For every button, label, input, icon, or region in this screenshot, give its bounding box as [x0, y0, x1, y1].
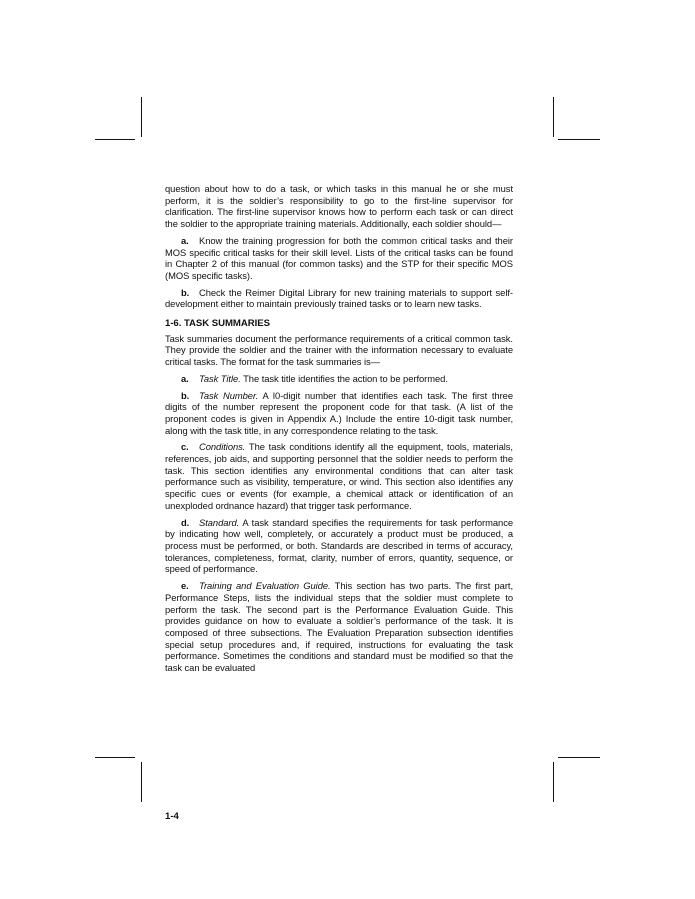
summary-item-term: Task Title.: [199, 372, 241, 384]
crop-mark-bottom-right-horizontal: [558, 757, 600, 758]
summary-item-label: a.: [181, 372, 189, 384]
summary-item-label: e.: [181, 580, 189, 592]
list-item-text: Check the Reimer Digital Library for new training materials to support self-development either to maintain previously trained tasks or to learn new tasks.: [165, 286, 513, 310]
summary-item-a: [165, 373, 513, 385]
section-intro: Task summaries document the performance requirements of a critical common task. They provide the soldier and the trainer with the information necessary to evaluate critical tasks. The format for the task summaries is—: [165, 332, 513, 368]
crop-mark-top-left-horizontal: [95, 139, 135, 140]
summary-item-text: The task conditions identify all the equipment, tools, materials, references, job aids, and supporting personnel that the soldier needs to perform the task. This section identifies any environmental conditions that can alter task performance such as visibility, temperature, or wind. This section also identifies any specific cues or events (for example, a chemical attack or identification of an unexploded ordnance hazard) that trigger task performance.: [165, 441, 513, 511]
summary-item-label: c.: [181, 441, 189, 453]
list-item-b: [165, 287, 513, 310]
summary-item-b: [165, 390, 513, 437]
summary-item-text: A task standard specifies the requirements for task performance by indicating how well, completely, or accurately a product must be produced, a process must be performed, or both. Standards are described in terms of accuracy, tolerances, completeness, format, clarity, number of errors, quantity, sequence, or speed of performance.: [165, 516, 513, 575]
summary-item-label: b.: [181, 389, 190, 401]
summary-item-text: A l0-digit number that identifies each task. The first three digits of the number represent the proponent code for that task. (A list of the proponent codes is given in Appendix A.) Include the entire 10-digit task number, along with the task title, in any correspondence relating to the task.: [165, 389, 513, 436]
page-body: [165, 183, 513, 679]
summary-item-term: Conditions.: [199, 441, 246, 453]
section-heading: 1-6. TASK SUMMARIES: [165, 318, 270, 330]
page-number: 1-4: [165, 811, 179, 822]
crop-mark-bottom-left-horizontal: [95, 757, 135, 758]
summary-item-label: d.: [181, 516, 190, 528]
crop-mark-top-left-vertical: [141, 97, 142, 137]
crop-mark-top-right-horizontal: [558, 139, 600, 140]
summary-item-term: Task Number.: [199, 389, 259, 401]
summary-item-term: Training and Evaluation Guide.: [199, 580, 331, 592]
summary-item-text: The task title identifies the action to be performed.: [240, 372, 448, 384]
summary-item-c: [165, 441, 513, 511]
list-item-a: [165, 235, 513, 282]
crop-mark-bottom-right-vertical: [553, 762, 554, 802]
crop-mark-bottom-left-vertical: [141, 762, 142, 802]
summary-item-e: [165, 580, 513, 674]
summary-item-d: [165, 517, 513, 576]
summary-item-term: Standard.: [199, 516, 240, 528]
summary-item-text: This section has two parts. The first part, Performance Steps, lists the individual steps that the soldier must complete to perform the task. The second part is the Performance Evaluation Guide. This provides guidance on how to evaluate a soldier’s performance of the task. It is composed of three subsections. The Evaluation Preparation subsection identifies special setup procedures and, if required, instructions for evaluating the task performance. Sometimes the conditions and standard must be modified so that the task can be evaluated: [165, 580, 514, 674]
list-item-label: a.: [181, 234, 189, 246]
list-item-text: Know the training progression for both the common critical tasks and their MOS specific critical tasks for their skill level. Lists of the critical tasks can be found in Chapter 2 of this manual (for common tasks) and the STP for their specific MOS (MOS specific tasks).: [165, 234, 513, 281]
list-item-label: b.: [181, 286, 190, 298]
crop-mark-top-right-vertical: [553, 97, 554, 137]
intro-paragraph: question about how to do a task, or which tasks in this manual he or she must perform, it is the soldier’s responsibility to go to the first-line supervisor for clarification. The first-line supervisor knows how to perform each task or can direct the soldier to the appropriate training materials. Additionally, each soldier should—: [165, 183, 513, 230]
